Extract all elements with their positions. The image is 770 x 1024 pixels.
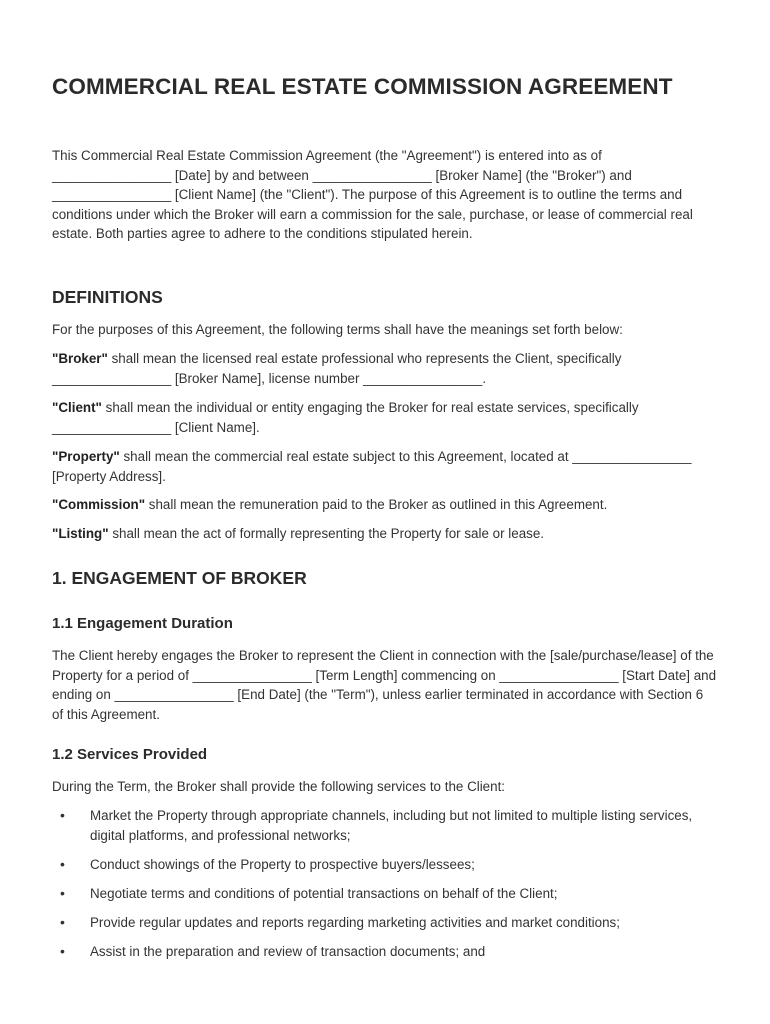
section1-2-lead: During the Term, the Broker shall provide the following services to the Client: — [52, 779, 506, 794]
definition-term: "Listing" — [52, 526, 109, 541]
intro-paragraph: This Commercial Real Estate Commission Agreement (the "Agreement") is entered into as of ________________ [Date] by and between ________________ [Broker Name] (the "Broker") and ________________ [Client Name] (the "Client"). The purpose of this Agreement is to outline the terms and conditions under which the Broker will earn a commission for the sale, purchase, or lease of commercial real estate. Both parties agree to adhere to the conditions stipulated herein. — [52, 148, 693, 242]
definition-term: "Broker" — [52, 351, 108, 366]
list-item-text: Assist in the preparation and review of transaction documents; and — [90, 944, 486, 959]
list-item-text: Market the Property through appropriate channels, including but not limited to multiple listing services, digital platforms, and professional networks; — [90, 808, 693, 843]
definitions-heading: DEFINITIONS — [52, 287, 163, 307]
bullet-icon: • — [60, 914, 65, 930]
definition-property — [52, 447, 717, 486]
section1-1-heading: 1.1 Engagement Duration — [52, 615, 233, 632]
list-item-text: Conduct showings of the Property to prospective buyers/lessees; — [90, 857, 475, 872]
definition-text: shall mean the remuneration paid to the Broker as outlined in this Agreement. — [145, 497, 608, 512]
section1-2-heading: 1.2 Services Provided — [52, 746, 208, 763]
definition-commission — [52, 495, 717, 515]
bullet-icon: • — [60, 885, 65, 901]
definition-text: shall mean the licensed real estate professional who represents the Client, specifically ________________ [Broker Name], license number ________________. — [52, 351, 622, 386]
bullet-icon: • — [60, 856, 65, 872]
definition-client — [52, 398, 717, 437]
bullet-icon: • — [60, 807, 65, 823]
definition-term: "Property" — [52, 449, 120, 464]
definition-term: "Commission" — [52, 497, 146, 512]
definition-listing — [52, 524, 717, 544]
list-item-text: Negotiate terms and conditions of potential transactions on behalf of the Client; — [90, 886, 558, 901]
definitions-lead: For the purposes of this Agreement, the following terms shall have the meanings set forth below: — [52, 322, 623, 337]
section1-heading: 1. ENGAGEMENT OF BROKER — [52, 568, 307, 588]
definition-text: shall mean the individual or entity engaging the Broker for real estate services, specifically ________________ [Client Name]. — [52, 400, 639, 435]
definition-text: shall mean the commercial real estate subject to this Agreement, located at ________________ [Property Address]. — [52, 449, 692, 484]
definition-text: shall mean the act of formally representing the Property for sale or lease. — [108, 526, 545, 541]
bullet-icon: • — [60, 943, 65, 959]
document-title: COMMERCIAL REAL ESTATE COMMISSION AGREEMENT — [52, 74, 673, 99]
definition-term: "Client" — [52, 400, 102, 415]
list-item-text: Provide regular updates and reports regarding marketing activities and market conditions; — [90, 915, 620, 930]
section1-1-text: The Client hereby engages the Broker to represent the Client in connection with the [sale/purchase/lease] of the Property for a period of ________________ [Term Length] commencing on ________________ [Start Date] and ending on ________________ [End Date] (the "Term"), unless earlier terminated in accordance with Section 6 of this Agreement. — [52, 648, 717, 722]
definition-broker — [52, 349, 717, 388]
